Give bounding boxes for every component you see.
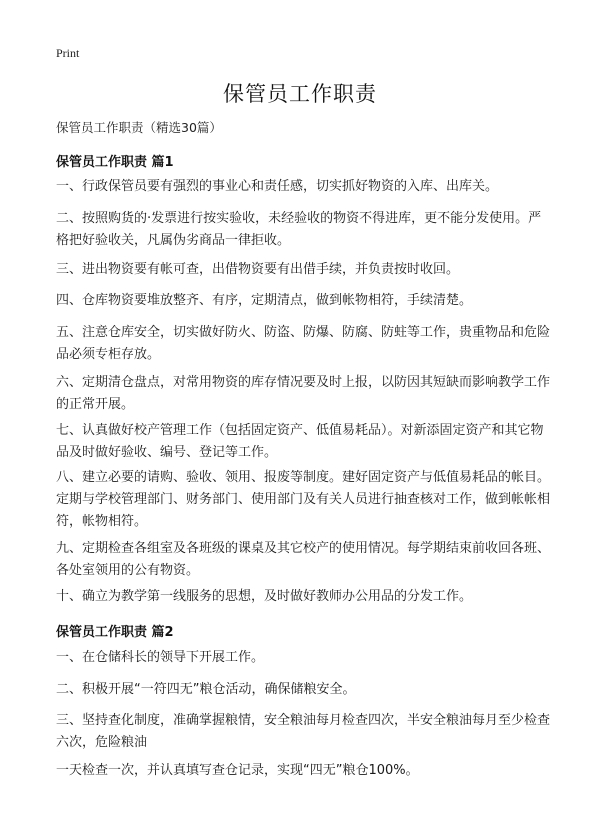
paragraph: 三、进出物资要有帐可查，出借物资要有出借手续，并负责按时收回。 [56, 262, 460, 277]
paragraph: 一、在仓储科长的领导下开展工作。 [56, 650, 265, 665]
paragraph: 八、建立必要的请购、验收、领用、报废等制度。建好固定资产与低值易耗品的帐目。定期与学校管理部门、财务部门、使用部门及有关人员进行抽查核对工作，做到帐帐相符，帐物相符。 [56, 470, 551, 529]
paragraph: 二、按照购货的·发票进行按实验收，未经验收的物资不得进库，更不能分发使用。严格把好验收关，凡属伪劣商品一律拒收。 [56, 211, 542, 248]
paragraph: 一、行政保管员要有强烈的事业心和责任感，切实抓好物资的入库、出库关。 [56, 179, 499, 194]
paragraph: 五、注意仓库安全，切实做好防火、防盗、防爆、防腐、防蛀等工作，贵重物品和危险品必须专柜存放。 [56, 325, 551, 362]
section-heading-1: 保管员工作职责 篇1 [56, 155, 174, 170]
paragraph: 六、定期清仓盘点，对常用物资的库存情况要及时上报，以防因其短缺而影响教学工作的正常开展。 [56, 375, 551, 412]
paragraph: 九、定期检查各组室及各班级的课桌及其它校产的使用情况。每学期结束前收回各班、各处室领用的公有物资。 [56, 541, 551, 578]
paragraph: 三、坚持查化制度，准确掌握粮情，安全粮油每月检查四次，半安全粮油每月至少检查六次，危险粮油 [56, 713, 551, 750]
paragraph: 七、认真做好校产管理工作（包括固定资产、低值易耗品）。对新添固定资产和其它物品及时做好验收、编号、登记等工作。 [56, 423, 544, 460]
page-title: 保管员工作职责 [223, 82, 377, 106]
paragraph: 四、仓库物资要堆放整齐、有序，定期清点，做到帐物相符，手续清楚。 [56, 293, 473, 308]
section-heading-2: 保管员工作职责 篇2 [56, 625, 174, 640]
paragraph: 一天检查一次，并认真填写查仓记录，实现“四无”粮仓100%。 [56, 763, 419, 778]
paragraph: 十、确立为教学第一线服务的思想，及时做好教师办公用品的分发工作。 [56, 589, 473, 604]
paragraph: 二、积极开展“一符四无”粮仓活动，确保储粮安全。 [56, 682, 356, 697]
print-label: Print [56, 46, 80, 60]
document-subtitle: 保管员工作职责（精选30篇） [56, 120, 222, 135]
